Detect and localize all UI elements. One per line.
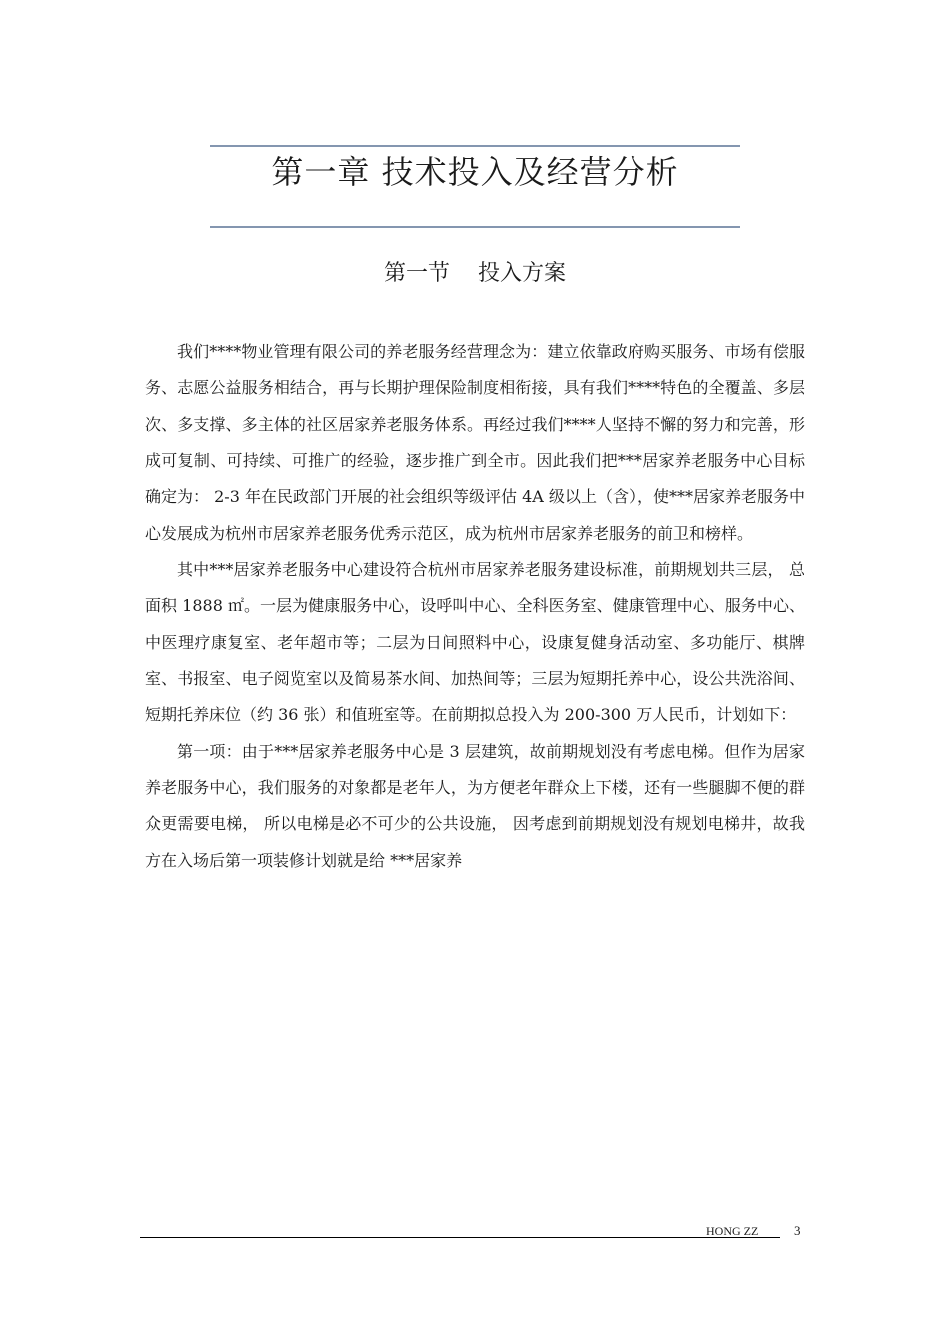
footer-name: HONG ZZ xyxy=(706,1224,759,1238)
chapter-top-rule xyxy=(210,145,740,147)
paragraph-2: 其中***居家养老服务中心建设符合杭州市居家养老服务建设标准，前期规划共三层， 总面积 1888 ㎡。一层为健康服务中心，设呼叫中心、全科医务室、健康管理中心、服务中心、中医理疗康复室、老年超市等；二层为日间照料中心，设康复健身活动室、多功能厅、棋牌室、书报室、电子阅览室以及简易茶水间、加热间等；三层为短期托养中心，设公共洗浴间、短期托养床位（约 36 张）和值班室等。在前期拟总投入为 200-300 万人民币，计划如下： xyxy=(145,560,805,725)
chapter-title: 第一章 技术投入及经营分析 xyxy=(271,153,679,191)
chapter-bottom-rule xyxy=(210,226,740,228)
section-title: 第一节 投入方案 xyxy=(384,261,566,286)
paragraph-3: 第一项：由于***居家养老服务中心是 3 层建筑，故前期规划没有考虑电梯。但作为居家养老服务中心，我们服务的对象都是老年人，为方便老年群众上下楼，还有一些腿脚不便的群众更需要电梯， 所以电梯是必不可少的公共设施， 因考虑到前期规划没有规划电梯井，故我方在入场后第一项装修计划就是给 ***居家养 xyxy=(145,741,805,870)
page-number: 3 xyxy=(794,1223,801,1238)
footer-rule xyxy=(140,1237,780,1238)
paragraph-1: 我们****物业管理有限公司的养老服务经营理念为：建立依靠政府购买服务、市场有偿服务、志愿公益服务相结合，再与长期护理保险制度相衔接，具有我们****特色的全覆盖、多层次、多支撑、多主体的社区居家养老服务体系。再经过我们****人坚持不懈的努力和完善，形成可复制、可持续、可推广的经验，逐步推广到全市。因此我们把***居家养老服务中心目标确定为： 2-3 年在民政部门开展的社会组织等级评估 4A 级以上（含），使***居家养老服务中心发展成为杭州市居家养老服务优秀示范区，成为杭州市居家养老服务的前卫和榜样。 xyxy=(145,342,805,543)
body-text xyxy=(145,334,805,879)
